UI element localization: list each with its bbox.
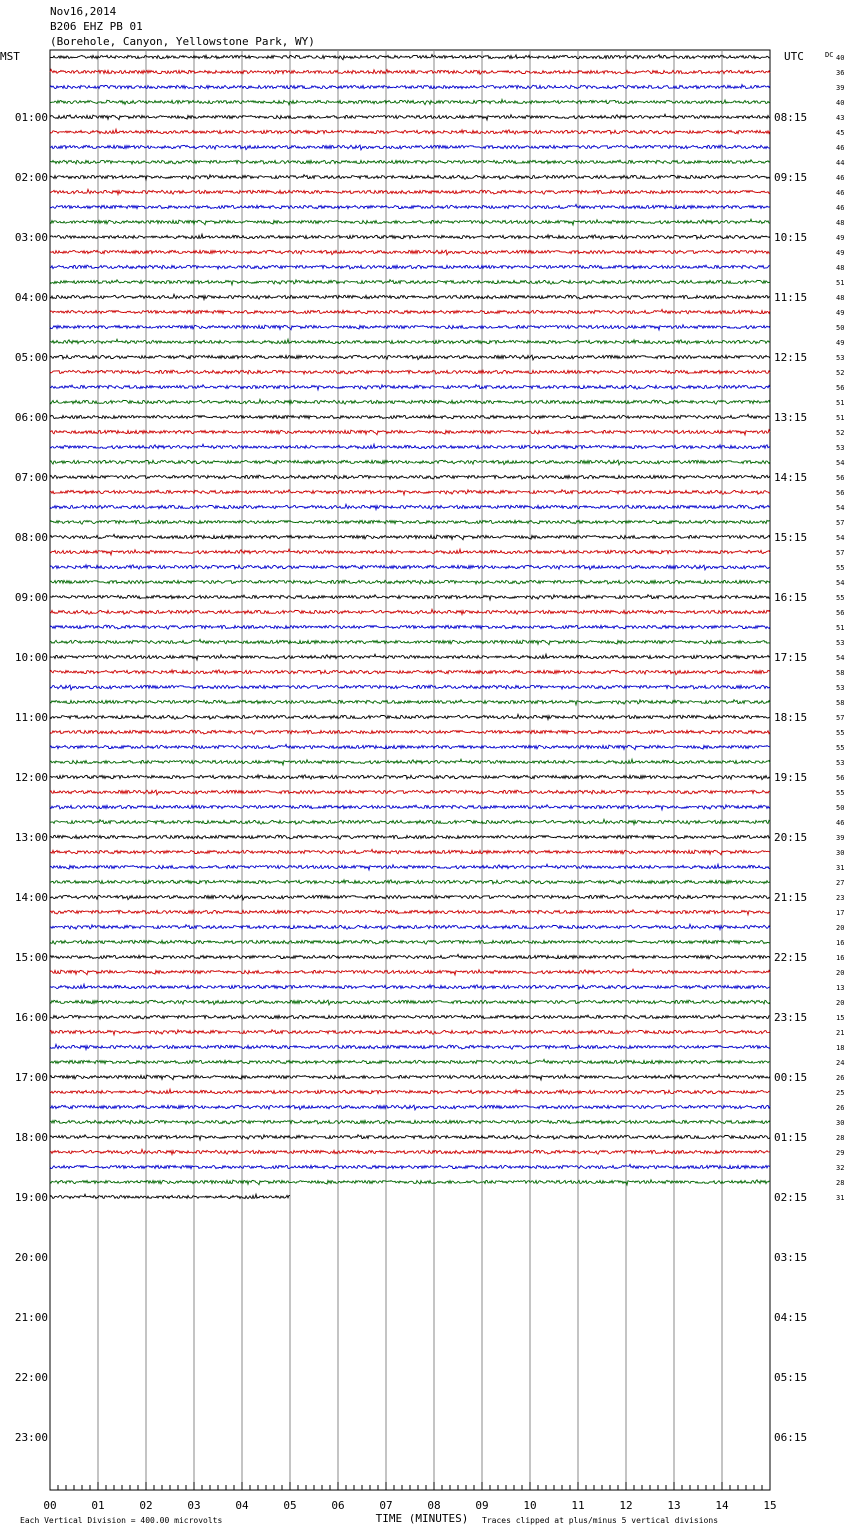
x-tick-label: 04 xyxy=(235,1499,249,1512)
right-timezone-label: UTC xyxy=(784,50,804,63)
dc-offset-label: 56 xyxy=(836,474,845,482)
seismic-trace xyxy=(50,609,770,614)
seismic-trace xyxy=(50,954,770,958)
right-hour-label: 03:15 xyxy=(774,1251,808,1264)
seismic-trace xyxy=(50,625,770,629)
seismic-trace xyxy=(50,654,770,660)
x-tick-label: 03 xyxy=(187,1499,201,1512)
dc-offset-label: 54 xyxy=(836,504,845,512)
seismic-trace xyxy=(50,1059,770,1063)
seismic-trace xyxy=(50,534,770,539)
seismic-trace xyxy=(50,1120,770,1124)
dc-offset-label: 54 xyxy=(836,654,845,662)
left-hour-label: 14:00 xyxy=(14,891,48,904)
seismic-trace xyxy=(50,835,770,839)
dc-offset-label: 56 xyxy=(836,384,845,392)
dc-offset-label: 53 xyxy=(836,354,845,362)
dc-offset-label: 56 xyxy=(836,609,845,617)
x-tick-label: 14 xyxy=(715,1499,729,1512)
dc-offset-label: 55 xyxy=(836,789,845,797)
seismic-trace xyxy=(50,670,770,675)
dc-offset-label: 46 xyxy=(836,174,845,182)
left-timezone-label: MST xyxy=(0,50,20,63)
left-hour-label: 12:00 xyxy=(14,771,48,784)
dc-offset-label: 57 xyxy=(836,549,845,557)
dc-offset-label: 23 xyxy=(836,894,845,902)
right-hour-label: 12:15 xyxy=(774,351,808,364)
seismic-trace xyxy=(50,1089,770,1094)
dc-offset-label: 40 xyxy=(836,99,845,107)
right-hour-label: 21:15 xyxy=(774,891,808,904)
seismic-trace xyxy=(50,490,770,495)
dc-offset-label: 30 xyxy=(836,849,845,857)
seismic-trace xyxy=(50,280,770,285)
dc-offset-label: 48 xyxy=(836,264,845,272)
dc-offset-label: 53 xyxy=(836,444,845,452)
dc-offset-label: 49 xyxy=(836,339,845,347)
seismic-trace xyxy=(50,565,770,570)
seismic-trace xyxy=(50,759,770,765)
x-axis-label: TIME (MINUTES) xyxy=(375,1512,469,1525)
seismic-trace xyxy=(50,595,770,600)
right-hour-label: 09:15 xyxy=(774,171,808,184)
seismic-trace xyxy=(50,744,770,749)
seismic-trace xyxy=(50,730,770,734)
dc-offset-label: 20 xyxy=(836,999,845,1007)
dc-offset-label: 29 xyxy=(836,1149,845,1157)
dc-offset-label: 20 xyxy=(836,969,845,977)
right-hour-label: 22:15 xyxy=(774,951,808,964)
seismic-trace xyxy=(50,430,770,435)
seismic-trace xyxy=(50,504,770,509)
dc-offset-label: 24 xyxy=(836,1059,845,1067)
x-tick-label: 13 xyxy=(667,1499,681,1512)
x-tick-label: 01 xyxy=(91,1499,105,1512)
left-hour-label: 01:00 xyxy=(14,111,48,124)
right-hour-label: 23:15 xyxy=(774,1011,808,1024)
seismic-trace xyxy=(50,685,770,690)
dc-offset-label: 53 xyxy=(836,684,845,692)
seismic-trace xyxy=(50,1074,770,1080)
seismic-trace xyxy=(50,399,770,404)
seismic-trace xyxy=(50,549,770,555)
dc-offset-label: 50 xyxy=(836,804,845,812)
dc-offset-label: 27 xyxy=(836,879,845,887)
seismic-trace xyxy=(50,129,770,134)
seismic-trace xyxy=(50,1164,770,1168)
seismic-trace xyxy=(50,805,770,810)
left-hour-label: 04:00 xyxy=(14,291,48,304)
dc-offset-label: 51 xyxy=(836,279,845,287)
seismic-trace xyxy=(50,969,770,975)
left-hour-label: 09:00 xyxy=(14,591,48,604)
seismic-trace xyxy=(50,984,770,989)
seismic-trace xyxy=(50,1030,770,1035)
dc-offset-label: 39 xyxy=(836,84,845,92)
dc-offset-label: 49 xyxy=(836,249,845,257)
right-hour-label: 19:15 xyxy=(774,771,808,784)
dc-offset-label: 50 xyxy=(836,324,845,332)
dc-label: DC xyxy=(825,51,834,59)
right-hour-label: 05:15 xyxy=(774,1371,808,1384)
seismic-trace xyxy=(50,700,770,705)
left-hour-label: 07:00 xyxy=(14,471,48,484)
seismic-trace xyxy=(50,520,770,524)
seismic-trace xyxy=(50,849,770,854)
seismic-trace xyxy=(50,160,770,164)
dc-offset-label: 49 xyxy=(836,309,845,317)
x-tick-label: 11 xyxy=(571,1499,585,1512)
right-hour-label: 06:15 xyxy=(774,1431,808,1444)
seismic-trace xyxy=(50,1135,770,1140)
seismic-trace xyxy=(50,580,770,584)
left-hour-label: 03:00 xyxy=(14,231,48,244)
dc-offset-label: 48 xyxy=(836,219,845,227)
seismic-trace xyxy=(50,370,770,374)
dc-offset-label: 46 xyxy=(836,189,845,197)
x-tick-label: 09 xyxy=(475,1499,489,1512)
dc-offset-label: 54 xyxy=(836,579,845,587)
seismic-trace xyxy=(50,475,770,479)
dc-offset-label: 54 xyxy=(836,459,845,467)
seismic-trace xyxy=(50,1000,770,1005)
right-hour-label: 11:15 xyxy=(774,291,808,304)
dc-offset-label: 49 xyxy=(836,234,845,242)
dc-offset-label: 46 xyxy=(836,819,845,827)
left-hour-label: 08:00 xyxy=(14,531,48,544)
dc-offset-label: 51 xyxy=(836,414,845,422)
dc-offset-label: 26 xyxy=(836,1104,845,1112)
clipping-note: Traces clipped at plus/minus 5 vertical divisions xyxy=(482,1516,719,1525)
dc-offset-label: 53 xyxy=(836,759,845,767)
seismic-trace xyxy=(50,460,770,465)
seismic-trace xyxy=(50,1194,290,1198)
left-hour-label: 02:00 xyxy=(14,171,48,184)
right-hour-label: 13:15 xyxy=(774,411,808,424)
dc-offset-label: 48 xyxy=(836,294,845,302)
left-hour-label: 16:00 xyxy=(14,1011,48,1024)
dc-offset-label: 18 xyxy=(836,1044,845,1052)
right-hour-label: 18:15 xyxy=(774,711,808,724)
right-hour-label: 01:15 xyxy=(774,1131,808,1144)
dc-offset-label: 44 xyxy=(836,159,845,167)
dc-offset-label: 26 xyxy=(836,1074,845,1082)
dc-offset-label: 55 xyxy=(836,564,845,572)
seismic-trace xyxy=(50,234,770,239)
left-hour-label: 21:00 xyxy=(14,1311,48,1324)
station-location: (Borehole, Canyon, Yellowstone Park, WY) xyxy=(50,35,315,48)
dc-offset-label: 43 xyxy=(836,114,845,122)
dc-offset-label: 16 xyxy=(836,939,845,947)
seismic-trace xyxy=(50,114,770,120)
seismic-trace xyxy=(50,819,770,824)
seismic-trace xyxy=(50,265,770,269)
left-hour-label: 17:00 xyxy=(14,1071,48,1084)
seismic-trace xyxy=(50,639,770,644)
station-name: B206 EHZ PB 01 xyxy=(50,20,143,33)
seismic-trace xyxy=(50,1105,770,1110)
seismic-trace xyxy=(50,880,770,884)
seismic-trace xyxy=(50,145,770,150)
x-tick-label: 06 xyxy=(331,1499,345,1512)
seismic-trace xyxy=(50,1180,770,1185)
dc-offset-label: 58 xyxy=(836,669,845,677)
dc-offset-label: 55 xyxy=(836,744,845,752)
left-hour-label: 15:00 xyxy=(14,951,48,964)
left-hour-label: 23:00 xyxy=(14,1431,48,1444)
dc-offset-label: 39 xyxy=(836,834,845,842)
dc-offset-label: 21 xyxy=(836,1029,845,1037)
dc-offset-label: 55 xyxy=(836,729,845,737)
dc-offset-label: 51 xyxy=(836,624,845,632)
seismic-trace xyxy=(50,714,770,719)
seismic-trace xyxy=(50,790,770,795)
left-hour-label: 06:00 xyxy=(14,411,48,424)
seismic-trace xyxy=(50,55,770,60)
right-hour-label: 14:15 xyxy=(774,471,808,484)
chart-date: Nov16,2014 xyxy=(50,5,117,18)
dc-offset-label: 31 xyxy=(836,1194,845,1202)
seismic-trace xyxy=(50,864,770,870)
seismic-trace xyxy=(50,189,770,194)
dc-offset-label: 46 xyxy=(836,144,845,152)
dc-offset-label: 25 xyxy=(836,1089,845,1097)
right-hour-label: 20:15 xyxy=(774,831,808,844)
left-hour-label: 10:00 xyxy=(14,651,48,664)
seismic-trace xyxy=(50,339,770,344)
dc-offset-label: 46 xyxy=(836,204,845,212)
dc-offset-label: 52 xyxy=(836,369,845,377)
left-hour-label: 22:00 xyxy=(14,1371,48,1384)
seismic-trace xyxy=(50,444,770,449)
seismic-trace xyxy=(50,175,770,180)
x-tick-label: 10 xyxy=(523,1499,537,1512)
dc-offset-label: 54 xyxy=(836,534,845,542)
seismic-trace xyxy=(50,69,770,74)
seismic-trace xyxy=(50,250,770,255)
x-tick-label: 08 xyxy=(427,1499,441,1512)
dc-offset-label: 13 xyxy=(836,984,845,992)
right-hour-label: 10:15 xyxy=(774,231,808,244)
dc-offset-label: 56 xyxy=(836,774,845,782)
dc-offset-label: 36 xyxy=(836,69,845,77)
dc-offset-label: 31 xyxy=(836,864,845,872)
seismic-trace xyxy=(50,1015,770,1019)
dc-offset-label: 30 xyxy=(836,1119,845,1127)
seismic-trace xyxy=(50,924,770,929)
dc-offset-label: 56 xyxy=(836,489,845,497)
right-hour-label: 08:15 xyxy=(774,111,808,124)
dc-offset-label: 32 xyxy=(836,1164,845,1172)
seismic-trace xyxy=(50,355,770,360)
dc-offset-label: 57 xyxy=(836,714,845,722)
dc-offset-label: 17 xyxy=(836,909,845,917)
x-tick-label: 05 xyxy=(283,1499,297,1512)
right-hour-label: 16:15 xyxy=(774,591,808,604)
dc-offset-label: 55 xyxy=(836,594,845,602)
right-hour-label: 02:15 xyxy=(774,1191,808,1204)
right-hour-label: 00:15 xyxy=(774,1071,808,1084)
seismic-trace xyxy=(50,309,770,313)
dc-offset-label: 51 xyxy=(836,399,845,407)
seismic-trace xyxy=(50,99,770,104)
dc-offset-label: 40 xyxy=(836,54,845,62)
left-hour-label: 11:00 xyxy=(14,711,48,724)
right-hour-label: 15:15 xyxy=(774,531,808,544)
seismic-trace xyxy=(50,85,770,89)
seismic-trace xyxy=(50,204,770,208)
vertical-scale-note: Each Vertical Division = 400.00 microvolts xyxy=(20,1516,223,1525)
right-hour-label: 17:15 xyxy=(774,651,808,664)
x-tick-label: 15 xyxy=(763,1499,777,1512)
left-hour-label: 05:00 xyxy=(14,351,48,364)
dc-offset-label: 53 xyxy=(836,639,845,647)
dc-offset-label: 28 xyxy=(836,1134,845,1142)
seismic-trace xyxy=(50,385,770,390)
seismic-trace xyxy=(50,775,770,780)
left-hour-label: 20:00 xyxy=(14,1251,48,1264)
seismic-trace xyxy=(50,294,770,299)
seismic-trace xyxy=(50,219,770,225)
seismic-trace xyxy=(50,1149,770,1154)
dc-offset-label: 52 xyxy=(836,429,845,437)
seismic-trace xyxy=(50,940,770,944)
dc-offset-label: 15 xyxy=(836,1014,845,1022)
left-hour-label: 13:00 xyxy=(14,831,48,844)
dc-offset-label: 16 xyxy=(836,954,845,962)
dc-offset-label: 45 xyxy=(836,129,845,137)
seismic-trace xyxy=(50,1044,770,1049)
dc-offset-label: 28 xyxy=(836,1179,845,1187)
seismic-trace xyxy=(50,895,770,900)
left-hour-label: 19:00 xyxy=(14,1191,48,1204)
dc-offset-label: 57 xyxy=(836,519,845,527)
seismic-trace xyxy=(50,910,770,915)
x-tick-label: 00 xyxy=(43,1499,57,1512)
seismic-trace xyxy=(50,414,770,418)
x-tick-label: 07 xyxy=(379,1499,393,1512)
dc-offset-label: 58 xyxy=(836,699,845,707)
seismic-trace xyxy=(50,325,770,330)
x-tick-label: 02 xyxy=(139,1499,153,1512)
x-tick-label: 12 xyxy=(619,1499,633,1512)
left-hour-label: 18:00 xyxy=(14,1131,48,1144)
dc-offset-label: 20 xyxy=(836,924,845,932)
right-hour-label: 04:15 xyxy=(774,1311,808,1324)
